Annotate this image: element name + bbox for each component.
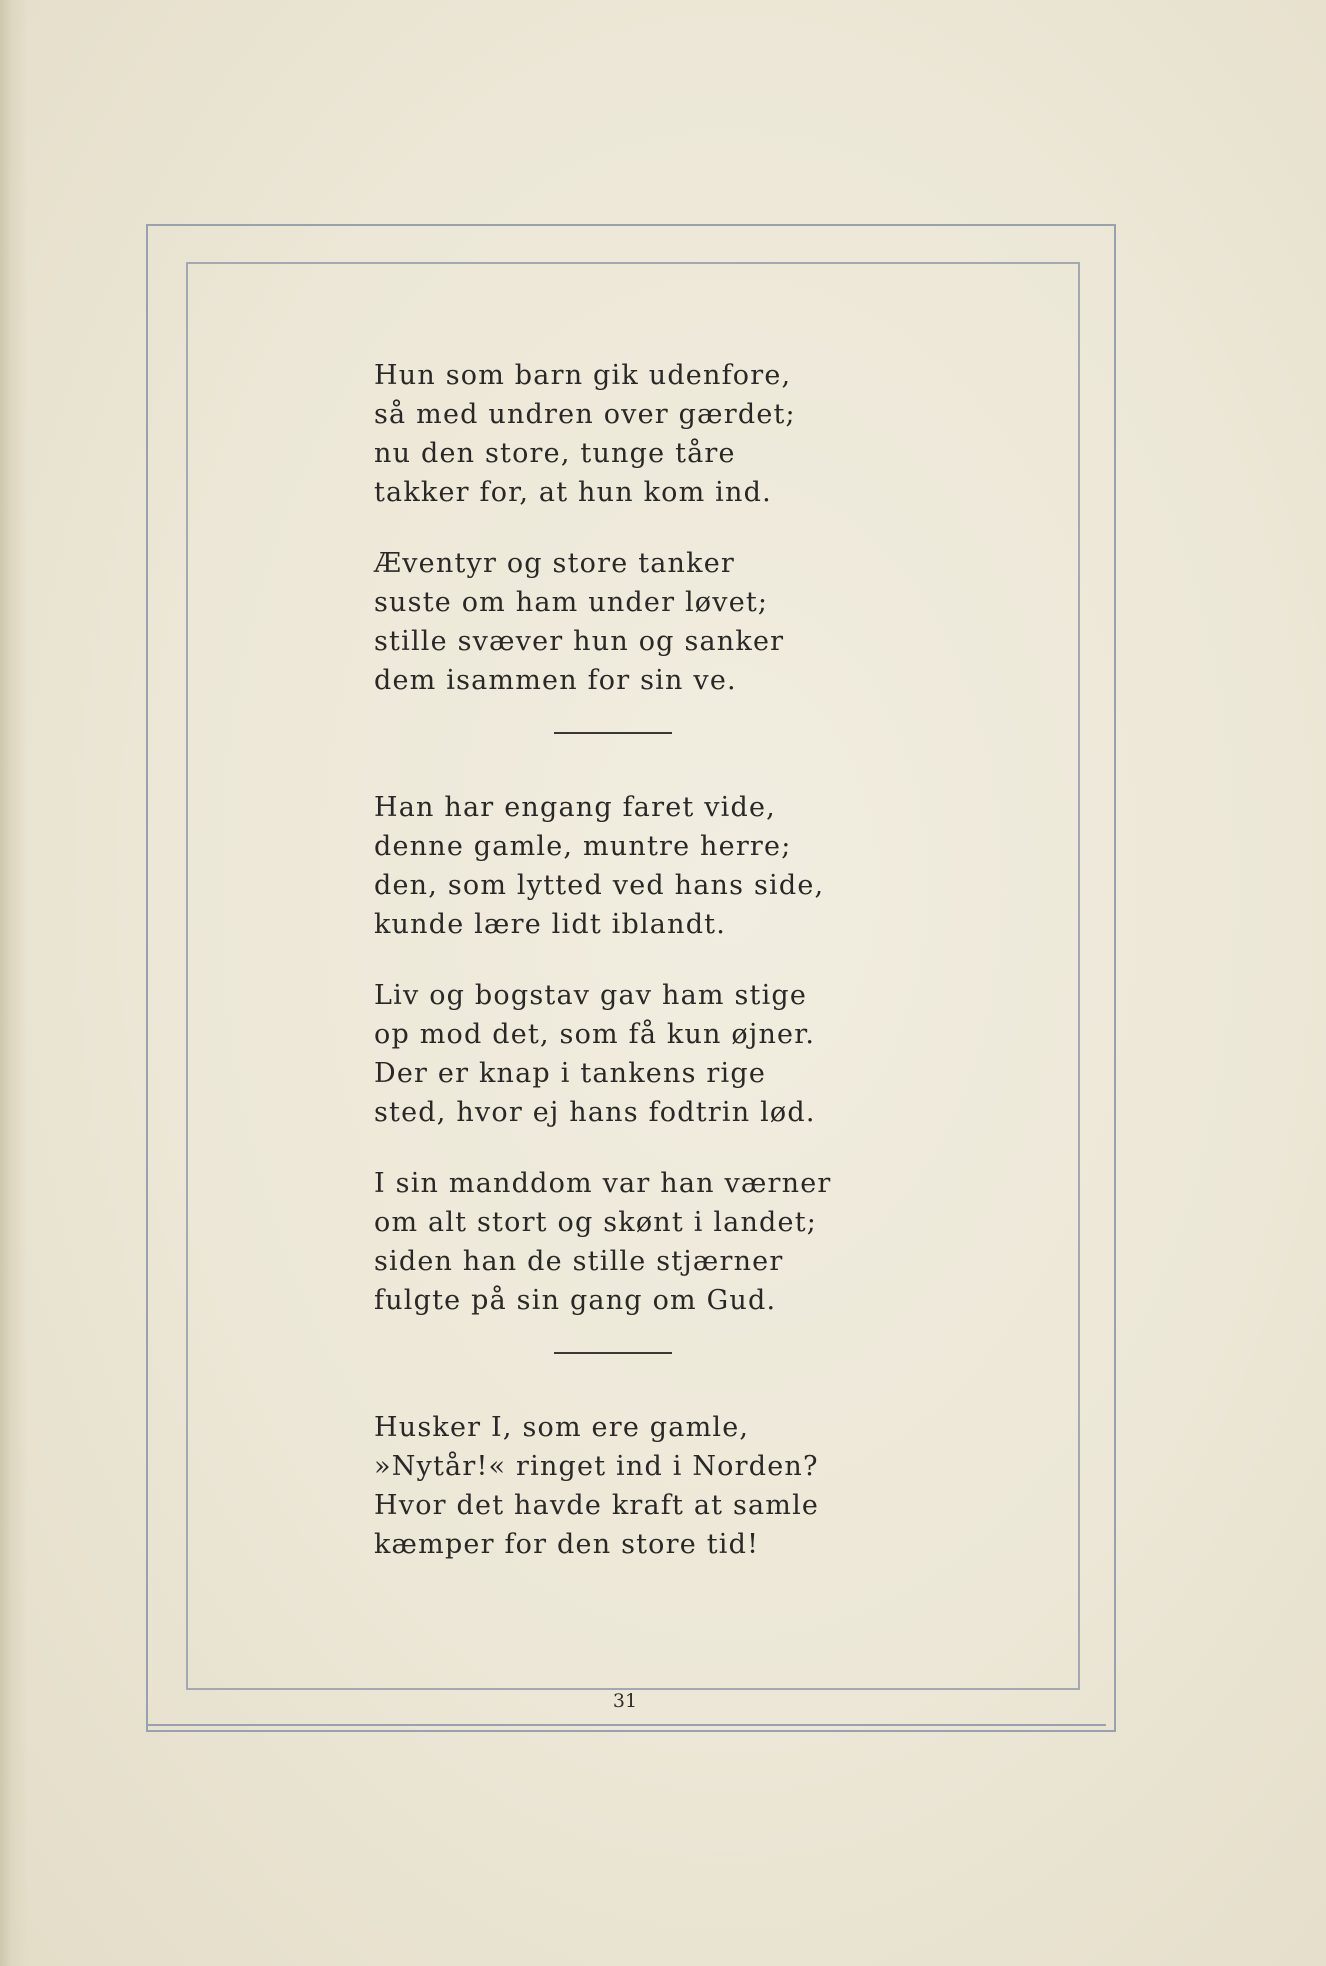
section-divider-1 [554, 732, 672, 734]
bottom-rule [146, 1724, 1106, 1726]
poem-line: stille svæver hun og sanker [374, 626, 785, 657]
poem-line: takker for, at hun kom ind. [374, 477, 772, 508]
poem-line: dem isammen for sin ve. [374, 665, 737, 696]
stanza-1 [374, 356, 854, 512]
section-divider-2 [554, 1352, 672, 1354]
page-number: 31 [612, 1690, 638, 1712]
poem-line: op mod det, som få kun øjner. [374, 1019, 816, 1050]
poem-line: Der er knap i tankens rige [374, 1058, 767, 1089]
poem-line: Æventyr og store tanker [374, 548, 735, 579]
poem-line: Hun som barn gik udenfore, [374, 360, 792, 391]
poem-line: Han har engang faret vide, [374, 792, 776, 823]
poem-line: siden han de stille stjærner [374, 1246, 784, 1277]
poem-line: om alt stort og skønt i landet; [374, 1207, 818, 1238]
poem-line: kunde lære lidt iblandt. [374, 909, 727, 940]
poem-line: suste om ham under løvet; [374, 587, 769, 618]
poem-line: Husker I, som ere gamle, [374, 1412, 750, 1443]
poem-line: kæmper for den store tid! [374, 1529, 760, 1560]
poem-line: så med undren over gærdet; [374, 399, 796, 430]
poem-line: den, som lytted ved hans side, [374, 870, 825, 901]
stanza-5 [374, 1164, 854, 1320]
poem-line: nu den store, tunge tåre [374, 438, 736, 469]
poem-line: fulgte på sin gang om Gud. [374, 1285, 777, 1316]
poem-line: Hvor det havde kraft at samle [374, 1490, 820, 1521]
poem-line: denne gamle, muntre herre; [374, 831, 792, 862]
stanza-6 [374, 1408, 854, 1564]
poem-line: Liv og bogstav gav ham stige [374, 980, 808, 1011]
stanza-2 [374, 544, 854, 700]
poem-line: sted, hvor ej hans fodtrin lød. [374, 1097, 816, 1128]
book-spine-shadow [0, 0, 28, 1966]
poem-line: »Nytår!« ringet ind i Norden? [374, 1451, 819, 1482]
stanza-4 [374, 976, 854, 1132]
poem-text [374, 356, 854, 1596]
stanza-3 [374, 788, 854, 944]
poem-line: I sin manddom var han værner [374, 1168, 832, 1199]
